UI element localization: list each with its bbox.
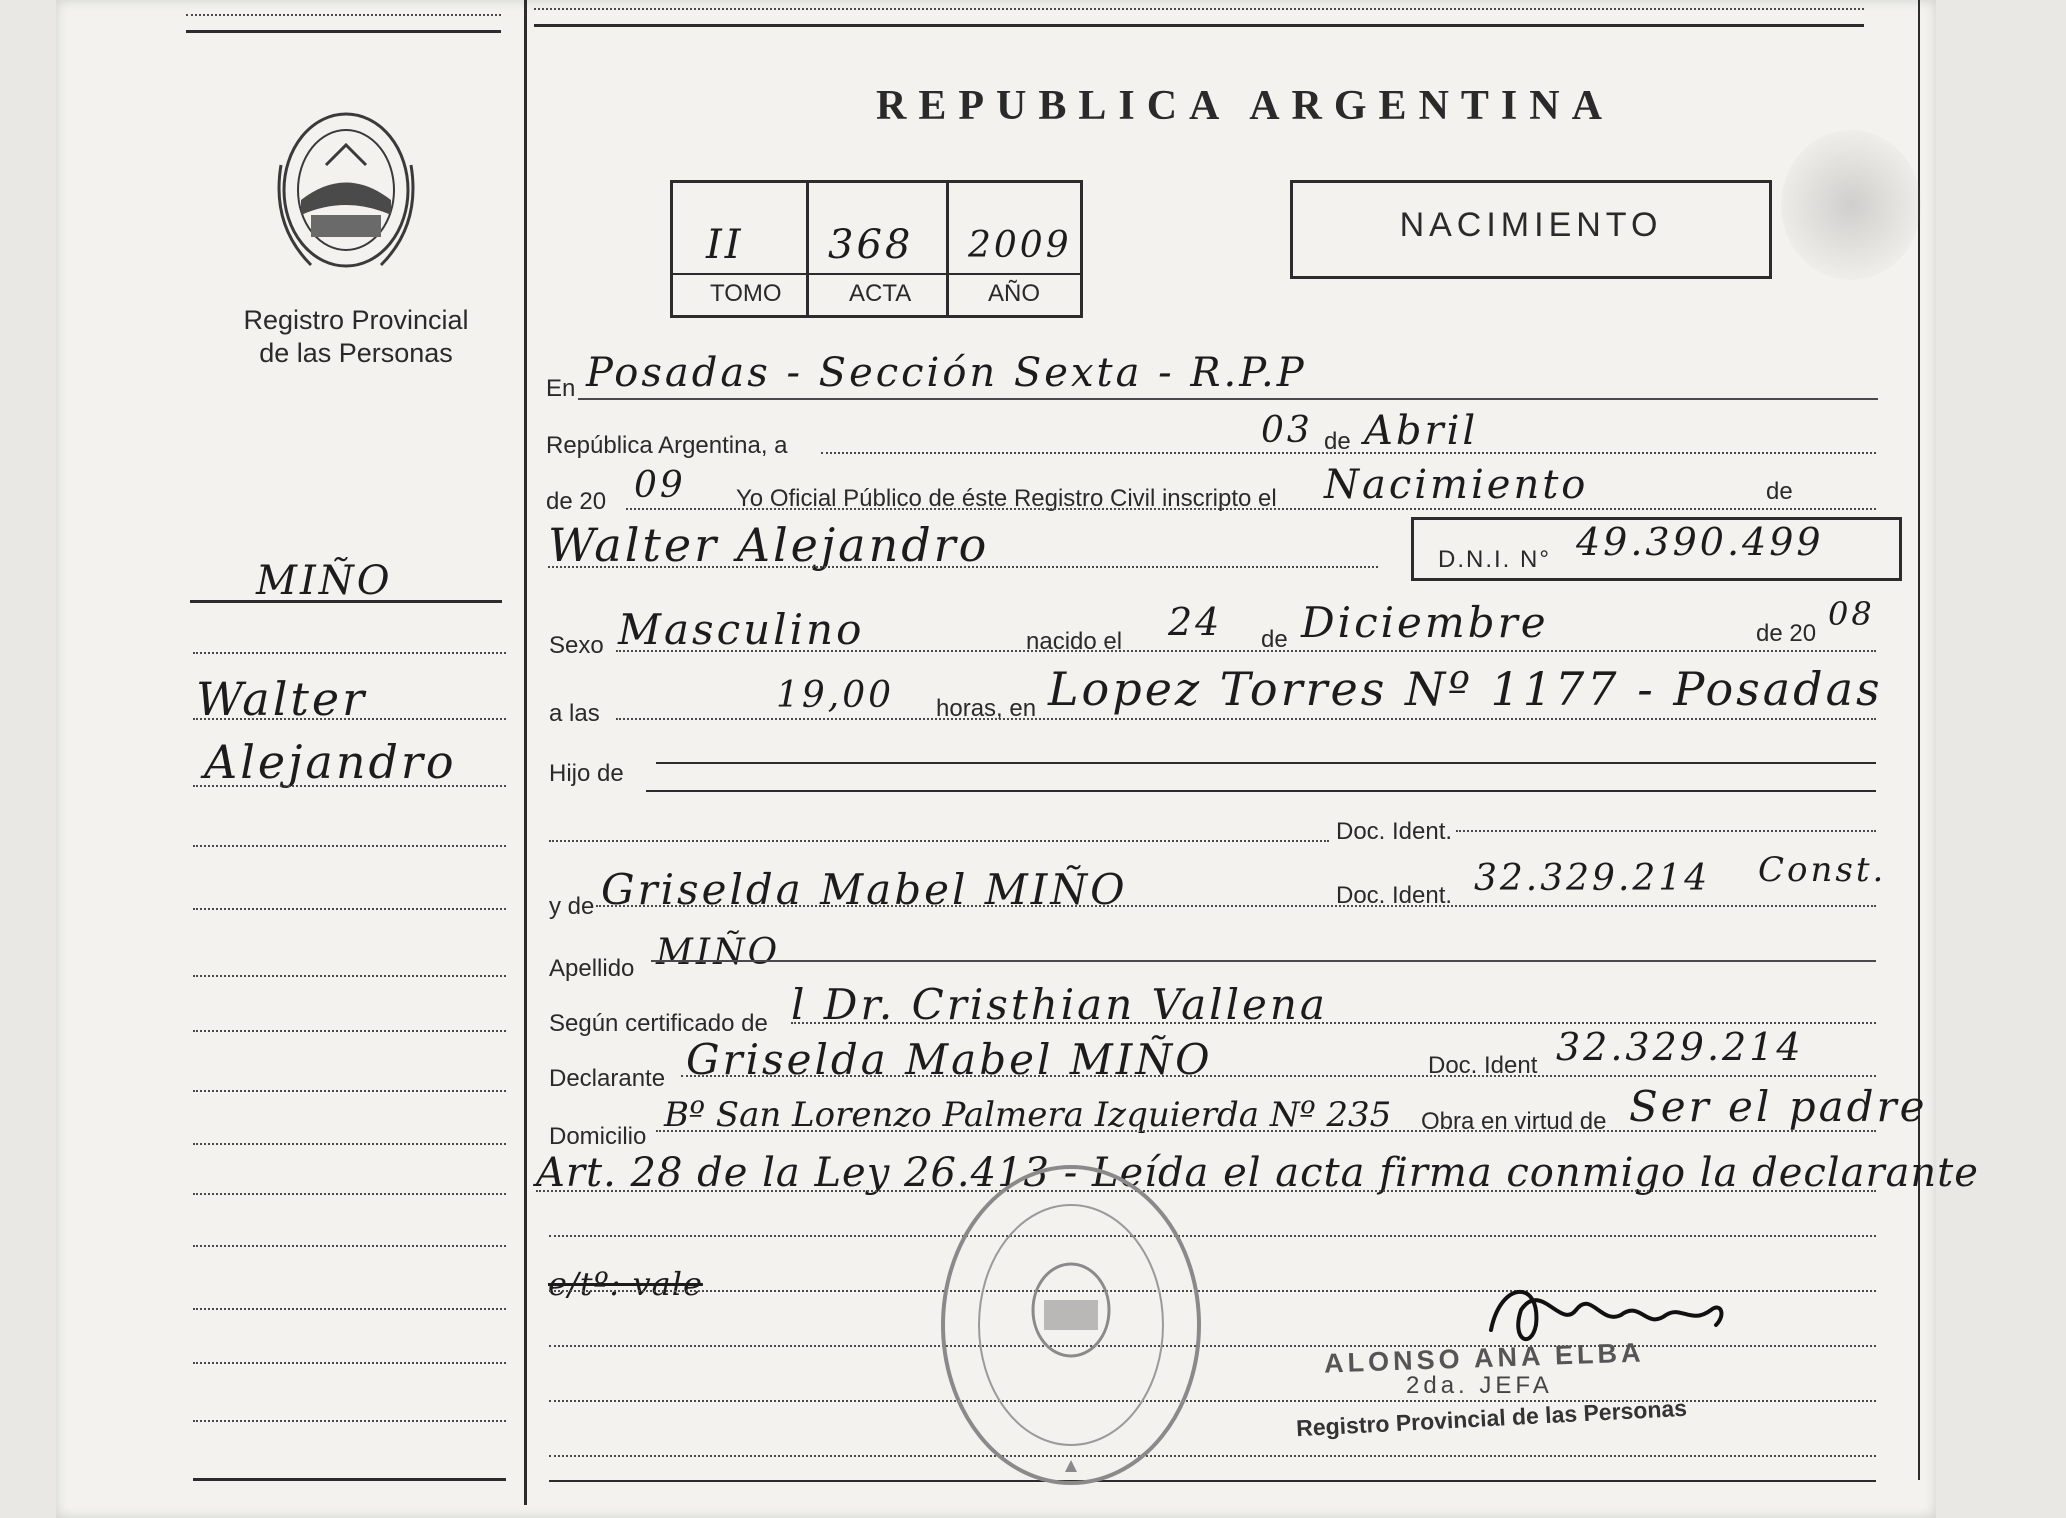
margin-first-name-2: Alejandro [204,735,457,789]
sexo-label: Sexo [549,632,604,659]
observations-line [536,1190,1876,1192]
doc-ident-label-2: Doc. Ident. [1336,882,1453,909]
margin-rule [193,1245,506,1247]
year-suffix-value: 09 [634,465,686,506]
acta-value: 368 [828,222,914,268]
y-de-label: y de [549,893,595,920]
margin-rule [193,845,506,847]
de20-label: de 20 [546,488,607,515]
margin-surname: MIÑO [256,558,393,604]
address-value: Bº San Lorenzo Palmera Izquierda Nº 235 [664,1095,1392,1135]
erasure-note: e/tº: vale [548,1265,703,1303]
top-rule-right [534,24,1864,27]
declarante-line [681,1075,1876,1077]
domicilio-label: Domicilio [549,1123,647,1150]
birth-month-value: Diciembre [1301,598,1549,647]
margin-rule [193,908,506,910]
de20-line [626,508,1876,510]
declarante-label: Declarante [549,1065,666,1092]
top-rule-left [186,30,501,33]
republica-label: República Argentina, a [546,432,788,459]
tomo-label: TOMO [710,280,782,307]
margin-rule [193,785,506,787]
signer-name: ALONSO ANA ELBA [1323,1337,1645,1379]
doc-ident-label: Doc. Ident. [1336,818,1453,845]
en-label: En [546,375,576,402]
anio-label: AÑO [988,280,1041,307]
certificate-by-value: l Dr. Cristhian Vallena [791,980,1328,1029]
margin-rule [193,1420,506,1422]
mother-doc-value: 32.329.214 [1474,858,1711,899]
doc-ident-label-3: Doc. Ident [1428,1052,1538,1079]
surname-value: MIÑO [656,932,781,973]
margin-surname-rule [190,600,502,603]
margin-rule [193,1143,506,1145]
form-bottom-rule [549,1480,1876,1482]
margin-rule [193,652,506,654]
top-dotted-left [186,14,501,16]
birth-year-suffix-value: 08 [1828,595,1875,633]
a-las-label: a las [549,700,600,727]
place-value: Posadas - Sección Sexta - R.P.P [586,350,1307,396]
mother-doc-note: Const. [1758,850,1887,890]
de-label: de [1324,428,1351,455]
margin-rule [193,1090,506,1092]
margin-rule [193,1362,506,1364]
en-line [578,398,1878,400]
form-line [549,1455,1876,1457]
top-dotted-right [534,8,1864,10]
yo-oficial-label: Yo Oficial Público de éste Registro Civil inscripto el [736,485,1277,512]
record-box-divider [806,180,809,315]
apellido-label: Apellido [549,955,635,982]
form-line [549,1235,1876,1237]
registry-name-line2: de las Personas [259,338,453,368]
domicilio-line [656,1130,1876,1132]
birth-place-value: Lopez Torres Nº 1177 - Posadas [1048,662,1883,716]
mother-name-value: Griselda Mabel MIÑO [601,865,1128,914]
margin-bottom-rule [193,1478,506,1481]
hijo-line-1 [656,762,1876,764]
observations-value: Art. 28 de la Ley 26.413 - Leída el acta firma conmigo la declarante [536,1150,1979,1196]
dni-label: D.N.I. N° [1438,546,1551,573]
margin-rule [193,1030,506,1032]
birth-certificate-page [56,0,1979,1518]
horas-label: horas, en [936,695,1037,722]
de-label-2: de [1766,478,1793,505]
day-value: 03 [1261,410,1313,451]
republica-line [821,452,1876,454]
misiones-coat-of-arms-icon [271,105,421,280]
tomo-value: II [706,222,744,268]
segun-line [791,1022,1876,1024]
margin-rule [193,718,506,720]
act-type: NACIMIENTO [1399,206,1663,244]
signer-title: 2da. JEFA [1406,1372,1553,1399]
anio-value: 2009 [968,225,1072,266]
signer-office: Registro Provincial de las Personas [1295,1394,1688,1442]
acta-label: ACTA [849,280,912,307]
de-label-3: de [1261,626,1288,653]
sex-value: Masculino [618,605,865,654]
child-name-value: Walter Alejandro [548,518,990,572]
country-title: REPUBLICA ARGENTINA [876,83,1614,129]
stamp-smudge [1781,130,1921,280]
margin-rule [193,1193,506,1195]
obra-value: Ser el padre [1629,1082,1928,1131]
de20-label-2: de 20 [1756,620,1817,647]
y-de-line [596,905,1876,907]
obra-label: Obra en virtud de [1421,1108,1607,1135]
margin-rule [193,1308,506,1310]
sexo-line [616,650,1876,652]
month-value: Abril [1364,408,1479,454]
dni-value: 49.390.499 [1576,520,1824,564]
record-box-divider [946,180,949,315]
a-las-line [616,718,1876,720]
father-doc-line [1456,830,1876,832]
record-box-label-rule [670,273,1080,275]
child-name-line [548,566,1378,568]
official-seal-icon [936,1160,1206,1490]
declarant-doc-value: 32.329.214 [1556,1025,1804,1069]
column-divider [524,0,527,1505]
registry-name-line1: Registro Provincial [243,305,469,335]
hijo-line-2 [646,790,1876,792]
birth-time-value: 19,00 [776,675,895,716]
birth-day-value: 24 [1168,600,1223,644]
segun-label: Según certificado de [549,1010,768,1037]
margin-first-name-1: Walter [196,672,368,726]
apellido-line [651,960,1876,962]
margin-rule [193,975,506,977]
nacido-label: nacido el [1026,628,1123,655]
act-registered-value: Nacimiento [1324,462,1589,508]
hijo-label: Hijo de [549,760,624,787]
declarant-value: Griselda Mabel MIÑO [686,1035,1213,1084]
father-line [549,840,1329,842]
